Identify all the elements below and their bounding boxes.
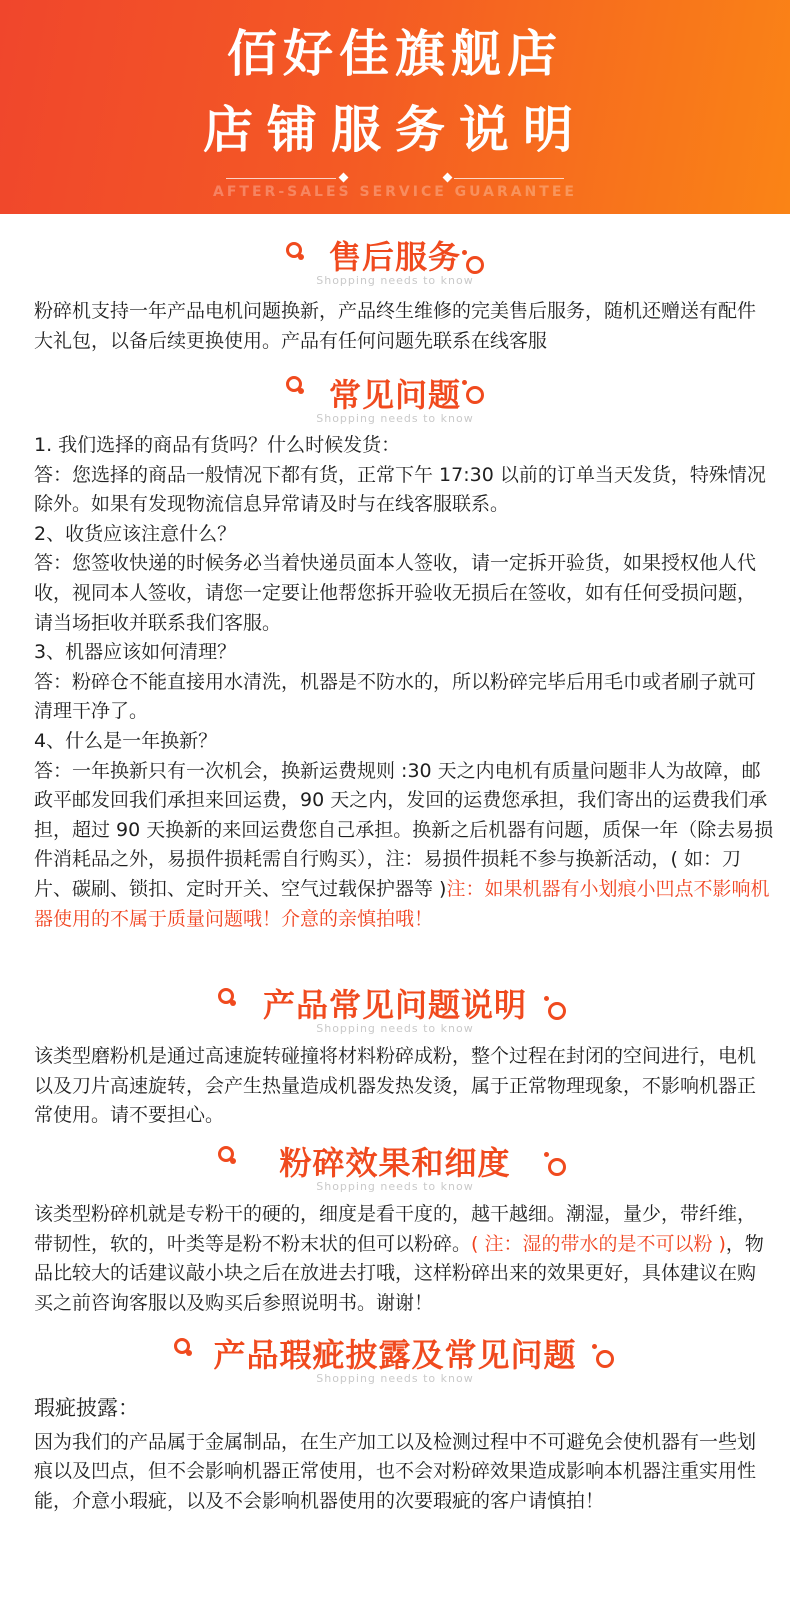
defects-text: 因为我们的产品属于金属制品，在生产加工以及检测过程中不可避免会使机器有一些划痕以及凹点，但不会影响机器正常使用，也不会对粉碎效果造成影响本机器注重实用性能，介意小瑕疵，以及不会影响机器使用的次要瑕疵的客户请慎拍！	[34, 1430, 757, 1512]
defects-label: 瑕疵披露：	[34, 1396, 139, 1420]
section-title: 常见问题	[328, 376, 461, 414]
section-subtitle: Shopping needs to know	[316, 1022, 474, 1035]
store-name-title: 佰好佳旗舰店	[227, 25, 563, 83]
section-heading-after-sales	[0, 232, 790, 292]
service-description-title: 店铺服务说明	[203, 101, 587, 159]
banner-diamond-left	[339, 173, 349, 183]
after-sales-text: 粉碎机支持一年产品电机问题换新，产品终生维修的完美售后服务，随机还赠送有配件大礼包，以备后续更换使用。产品有任何问题先联系在线客服	[34, 300, 757, 352]
fineness-text-main: 该类型粉碎机就是专粉干的硬的，细度是看干度的，越干越细。潮湿，量少，带纤维，带韧性，软的，叶类等是粉不粉末状的但可以粉碎。	[34, 1203, 757, 1255]
ring-icon	[596, 1350, 614, 1368]
faq-question-2: 2、收货应该注意什么？	[34, 522, 237, 545]
dot-icon	[462, 380, 467, 385]
faq-answer-3: 答：粉碎仓不能直接用水清洗，机器是不防水的，所以粉碎完毕后用毛巾或者刷子就可清理干净了。	[34, 670, 757, 723]
section-title: 粉碎效果和细度	[279, 1144, 511, 1182]
section-title: 产品瑕疵披露及常见问题	[213, 1336, 577, 1374]
faq-answer-4-note: 注：如果机器有小划痕小凹点不影响机器使用的不属于质量问题哦！介意的亲慎拍哦！	[34, 877, 770, 930]
faq-question-1: 1. 我们选择的商品有货吗？什么时候发货：	[34, 434, 401, 456]
faq-answer-1: 答：您选择的商品一般情况下都有货，正常下午 17:30 以前的订单当天发货，特殊情况除外。如果有发现物流信息异常请及时与在线客服联系。	[34, 463, 766, 516]
banner-rule-right	[454, 178, 564, 179]
defects-body	[34, 1394, 774, 1516]
faq-answer-4	[34, 757, 774, 935]
section-title: 产品常见问题说明	[262, 986, 527, 1024]
section-title: 售后服务	[328, 238, 461, 276]
fineness-text	[34, 1200, 774, 1318]
dot-icon	[544, 996, 549, 1001]
banner-diamond-right	[443, 173, 453, 183]
section-heading-product-faq	[0, 980, 790, 1040]
ring-icon	[466, 386, 484, 404]
section-heading-fineness	[0, 1138, 790, 1198]
faq-question-3: 3、机器应该如何清理？	[34, 641, 237, 664]
dot-icon	[592, 1344, 597, 1349]
faq-question-4: 4、什么是一年换新？	[34, 729, 218, 752]
ring-icon	[548, 1158, 566, 1176]
section-subtitle: Shopping needs to know	[316, 1372, 474, 1385]
section-subtitle: Shopping needs to know	[316, 274, 474, 287]
store-banner	[0, 0, 790, 214]
section-heading-faq	[0, 370, 790, 430]
section-subtitle: Shopping needs to know	[316, 1180, 474, 1193]
faq-answer-4-text: 答：一年换新只有一次机会，换新运费规则 :30 天之内电机有质量问题非人为故障，邮政平邮发回我们承担来回运费，90 天之内，发回的运费您承担，我们寄出的运费我们承担，超过 90 天换新的来回运费您自己承担。换新之后机器有问题，质保一年（除去易损件消耗品之外，易损件损耗需自行购买），注：易损件损耗不参与换新活动，( 如：刀片、碳刷、锁扣、定时开关、空气过载保护器等 )	[34, 759, 774, 900]
section-subtitle: Shopping needs to know	[316, 412, 474, 425]
ring-icon	[548, 1002, 566, 1020]
fineness-text-rest: ，物品比较大的话建议敲小块之后在放进去打哦，这样粉碎出来的效果更好，具体建议在购买之前咨询客服以及购买后参照说明书。谢谢！	[34, 1232, 764, 1314]
banner-rule-left	[226, 178, 336, 179]
section-heading-defects	[0, 1330, 790, 1390]
fineness-note: ( 注：湿的带水的是不可以粉 )	[471, 1232, 726, 1255]
banner-subtitle: AFTER-SALES SERVICE GUARANTEE	[213, 184, 577, 200]
ring-icon	[466, 256, 484, 274]
product-faq-text: 该类型磨粉机是通过高速旋转碰撞将材料粉碎成粉，整个过程在封闭的空间进行，电机以及刀片高速旋转，会产生热量造成机器发热发烫，属于正常物理现象，不影响机器正常使用。请不要担心。	[34, 1045, 757, 1127]
faq-answer-2: 答：您签收快递的时候务必当着快递员面本人签收，请一定拆开验货，如果授权他人代收，视同本人签收，请您一定要让他帮您拆开验收无损后在签收，如有任何受损问题，请当场拒收并联系我们客服。	[34, 552, 757, 634]
dot-icon	[544, 1152, 549, 1157]
dot-icon	[462, 250, 467, 255]
faq-body	[34, 431, 774, 934]
